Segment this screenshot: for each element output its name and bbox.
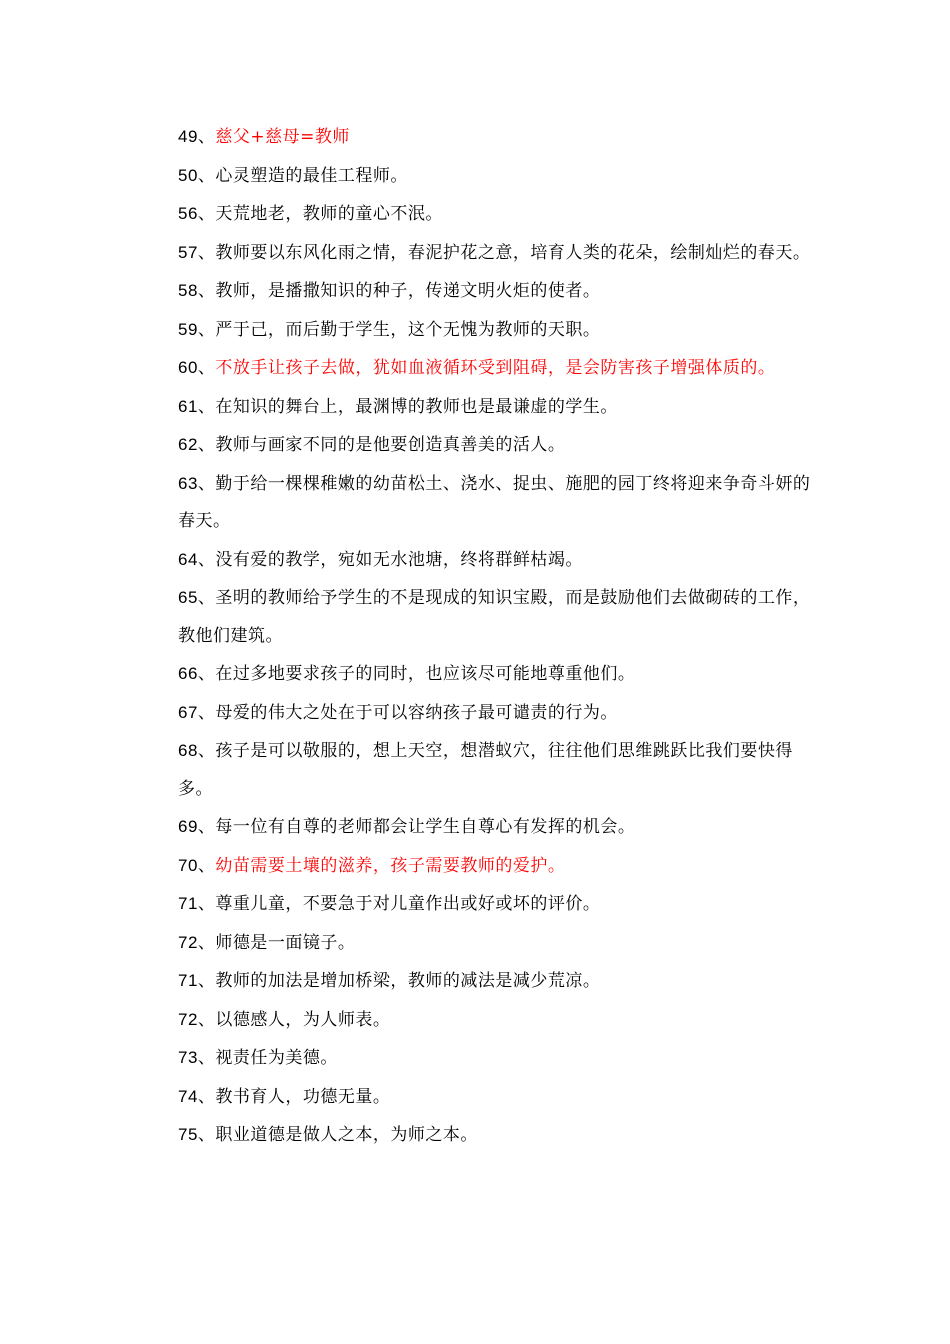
quote-number: 65: [178, 588, 198, 607]
quote-number: 62: [178, 435, 198, 454]
quote-number: 69: [178, 817, 198, 836]
quote-text: 在过多地要求孩子的同时，也应该尽可能地尊重他们。: [215, 664, 636, 684]
quote-number: 68: [178, 741, 198, 760]
quote-number: 49: [178, 127, 198, 146]
quote-text: 孩子是可以敬服的，想上天空，想潜蚁穴，往往他们思维跳跃比我们要快得多。: [178, 741, 793, 799]
quote-separator: 、: [197, 855, 216, 876]
quote-item: [178, 388, 818, 427]
quote-text: 母爱的伟大之处在于可以容纳孩子最可谴责的行为。: [215, 702, 618, 723]
quote-item: [178, 426, 818, 465]
quote-text: 圣明的教师给予学生的不是现成的知识宝殿，而是鼓励他们去做砌砖的工作，教他们建筑。: [178, 588, 811, 646]
quote-separator: 、: [197, 204, 216, 224]
quote-item: [178, 885, 818, 924]
quote-number: 57: [178, 242, 198, 262]
quote-separator: 、: [197, 358, 216, 378]
quote-separator: 、: [197, 1125, 216, 1145]
quote-text: 在知识的舞台上，最渊博的教师也是最谦虚的学生。: [215, 396, 618, 417]
quote-item: [178, 962, 818, 1001]
quote-number: 74: [178, 1086, 198, 1106]
quote-separator: 、: [197, 127, 216, 147]
quote-separator: 、: [197, 1009, 216, 1030]
quote-number: 73: [178, 1048, 198, 1067]
quote-number: 71: [178, 894, 198, 913]
quote-item: [178, 1001, 818, 1040]
quote-text: 师德是一面镜子。: [215, 932, 356, 953]
quote-separator: 、: [197, 741, 216, 761]
quote-text: 心灵塑造的最佳工程师。: [215, 165, 408, 186]
quote-item: [178, 311, 818, 350]
quote-number: 72: [178, 1009, 198, 1029]
quote-text: 教师的加法是增加桥梁，教师的减法是减少荒凉。: [215, 971, 601, 991]
quote-separator: 、: [197, 319, 216, 340]
quote-text: 严于己，而后勤于学生，这个无愧为教师的天职。: [215, 319, 601, 340]
quote-item: [178, 1039, 818, 1078]
quote-separator: 、: [197, 396, 216, 417]
quote-text: 教书育人，功德无量。: [215, 1086, 391, 1107]
quote-item: [178, 732, 818, 808]
quote-separator: 、: [197, 817, 216, 837]
quote-text: 教师要以东风化雨之情，春泥护花之意，培育人类的花朵，绘制灿烂的春天。: [215, 242, 811, 263]
quote-text: 职业道德是做人之本，为师之本。: [215, 1125, 478, 1145]
quote-item: [178, 1116, 818, 1155]
quote-number: 64: [178, 549, 198, 569]
quote-item: [178, 157, 818, 196]
quote-number: 66: [178, 664, 198, 683]
quote-separator: 、: [197, 1086, 216, 1107]
quote-text: 没有爱的教学，宛如无水池塘，终将群鲜枯竭。: [215, 549, 583, 570]
quote-number: 75: [178, 1125, 198, 1144]
quote-number: 60: [178, 358, 198, 377]
quote-separator: 、: [197, 549, 216, 570]
quote-number: 72: [178, 932, 198, 952]
quote-separator: 、: [197, 894, 216, 914]
quote-separator: 、: [197, 971, 216, 991]
quote-number: 71: [178, 971, 198, 990]
quote-item: [178, 694, 818, 733]
quote-number: 63: [178, 473, 198, 493]
quote-separator: 、: [197, 435, 216, 455]
quote-number: 70: [178, 855, 198, 875]
quote-text: 教师与画家不同的是他要创造真善美的活人。: [215, 435, 566, 455]
quote-separator: 、: [197, 1048, 216, 1068]
quote-item: [178, 195, 818, 234]
quote-text: 幼苗需要土壤的滋养，孩子需要教师的爱护。: [215, 855, 566, 876]
quote-item: [178, 1078, 818, 1117]
quote-item: [178, 234, 818, 273]
quote-item: [178, 579, 818, 655]
quote-item: [178, 655, 818, 694]
quote-number: 61: [178, 396, 198, 416]
quote-text: 勤于给一棵棵稚嫩的幼苗松土、浇水、捉虫、施肥的园丁终将迎来争奇斗妍的春天。: [178, 473, 811, 531]
quote-separator: 、: [197, 588, 216, 608]
quote-item: [178, 349, 818, 388]
quote-number: 59: [178, 319, 198, 339]
quote-separator: 、: [197, 473, 216, 494]
quote-item: [178, 808, 818, 847]
quote-text: 尊重儿童，不要急于对儿童作出或好或坏的评价。: [215, 894, 601, 914]
quote-text: 视责任为美德。: [215, 1048, 338, 1068]
quote-separator: 、: [197, 281, 216, 301]
quote-number: 56: [178, 204, 198, 223]
quote-item: [178, 118, 818, 157]
quote-number: 58: [178, 281, 198, 300]
quote-item: [178, 847, 818, 886]
quote-separator: 、: [197, 664, 216, 684]
quote-item: [178, 272, 818, 311]
quote-separator: 、: [197, 165, 216, 186]
quote-text: 以德感人，为人师表。: [215, 1009, 391, 1030]
quote-text: 天荒地老，教师的童心不泯。: [215, 204, 443, 224]
quote-item: [178, 541, 818, 580]
quote-separator: 、: [197, 932, 216, 953]
quote-separator: 、: [197, 242, 216, 263]
quote-text: 教师，是播撒知识的种子，传递文明火炬的使者。: [215, 281, 601, 301]
quote-text: 不放手让孩子去做，犹如血液循环受到阻碍，是会防害孩子增强体质的。: [215, 358, 776, 378]
quote-number: 67: [178, 702, 198, 722]
quote-separator: 、: [197, 702, 216, 723]
quote-item: [178, 924, 818, 963]
quote-text: 慈父+慈母=教师: [215, 127, 350, 147]
quote-number: 50: [178, 165, 198, 185]
quote-item: [178, 465, 818, 541]
quote-text: 每一位有自尊的老师都会让学生自尊心有发挥的机会。: [215, 817, 636, 837]
quote-list: [178, 118, 818, 1155]
